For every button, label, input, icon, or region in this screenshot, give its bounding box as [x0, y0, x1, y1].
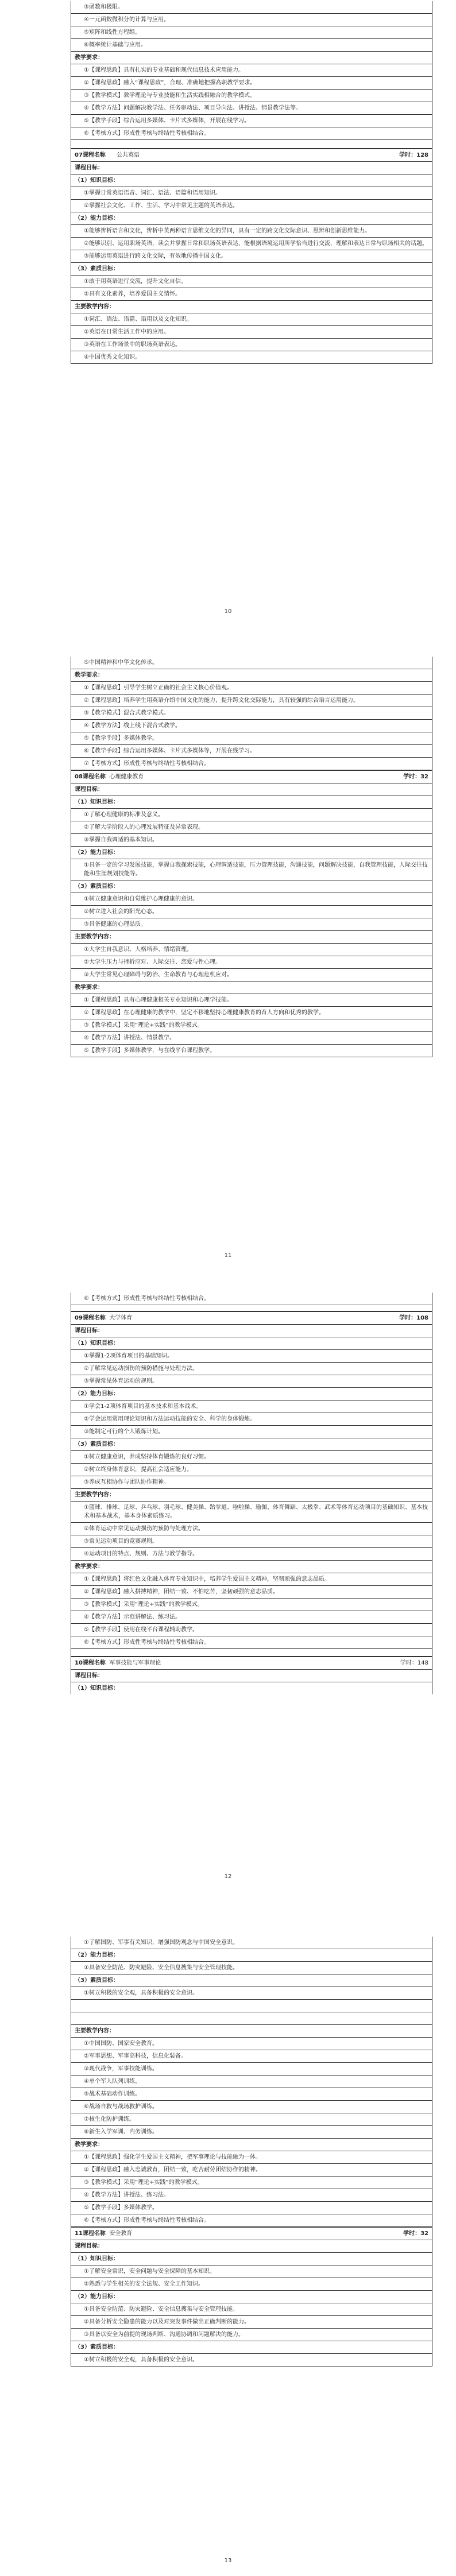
- list-item: ②英语在日常生活工作中的应用。: [71, 326, 432, 339]
- list-item: ③【教学模式】教学理论与专业技能和生活实践相融合的教学模式。: [71, 90, 432, 102]
- list-item: ②具备分析安全隐患的能力以及对突发事件做出正确判断的能力。: [71, 2316, 432, 2329]
- course-number: 09课程名称: [75, 1315, 106, 1321]
- course-name: 安全教育: [109, 2230, 133, 2237]
- list-item: ⑦核生化防护训练。: [71, 2113, 432, 2126]
- list-item: ③具备健康的心理品质。: [71, 918, 432, 931]
- list-item: ②【课程思政】融入拼搏精神，团结一致、不怕吃苦，坚韧顽强的意志品质。: [71, 1586, 432, 1599]
- list-item: ②了解常见运动损伤的预防措施与处理方法。: [71, 1363, 432, 1375]
- list-item: ①【课程思政】引导学生树立正确的社会主义核心价值观。: [71, 682, 432, 695]
- section-label: （3）素质目标：: [71, 1438, 432, 1451]
- list-item: ⑤【教学手段】多媒体教学。: [71, 732, 432, 745]
- list-item: ①树立积极的安全观，具备积极的安全意识。: [71, 2354, 432, 2366]
- list-item: ①具备安全防范、防灾避险、安全信息搜集与安全管理技能。: [71, 2303, 432, 2316]
- hours-label: 学时：: [400, 1660, 418, 1666]
- section-label: 教学要求：: [71, 669, 432, 682]
- list-item: ③【教学模式】采用“理论+实践”的教学模式。: [71, 2177, 432, 2189]
- section-label: 教学要求：: [71, 2139, 432, 2151]
- list-item: ⑤【教学手段】多媒体教学。: [71, 2202, 432, 2214]
- list-item: ②大学生压力与挫折应对、人际交往、恋爱与性心理。: [71, 956, 432, 969]
- hours-label: 学时：: [399, 152, 417, 158]
- list-item: ③现代战争，军事技能训练。: [71, 2063, 432, 2075]
- course-table-page-3: [71, 1293, 432, 1694]
- list-item: ①了解心理健康的标准及意义。: [71, 809, 432, 821]
- course-table-page-4: [71, 1937, 432, 2366]
- course-header: [71, 770, 432, 783]
- section-label: 教学要求：: [71, 981, 432, 994]
- list-item: ②掌握社会文化、工作、生活、学习中常见主题的英语表达。: [71, 200, 432, 212]
- list-item: ④中国优秀文化知识。: [71, 351, 432, 364]
- section-label: （3）素质目标：: [71, 2341, 432, 2354]
- list-item: ①树立健康意识，养成坚持体育锻炼的良好习惯。: [71, 1451, 432, 1464]
- list-item: ④【教学方法】讲授法、练习法。: [71, 2189, 432, 2202]
- course-name: 公共英语: [117, 152, 140, 158]
- list-item: ①【课程思政】将红色文化融入体育专业知识中，培养学生爱国主义精神，坚韧顽强的意志品质。: [71, 1573, 432, 1586]
- list-item: ③养成互相协作与团队协作精神。: [71, 1476, 432, 1489]
- list-item: ⑤【教学手段】多媒体教学，与在线平台课程教学。: [71, 1045, 432, 1057]
- section-label: 主要教学内容：: [71, 931, 432, 944]
- list-item: ②体育运动中常见运动损伤的预防与处理方法。: [71, 1523, 432, 1535]
- list-item: ④【教学方法】示范讲解法、练习法。: [71, 1611, 432, 1624]
- section-label: （1）知识目标：: [71, 796, 432, 809]
- section-label: 主要教学内容：: [71, 301, 432, 313]
- course-name: 心理健康教育: [109, 774, 144, 780]
- list-item: ②军事思想、军事高科技，信息化装备。: [71, 2050, 432, 2063]
- hours-label: 学时：: [403, 2230, 421, 2237]
- course-number: 10课程名称: [75, 1660, 106, 1666]
- list-item: ③掌握自我调适的基本知识。: [71, 834, 432, 847]
- section-label: 主要教学内容：: [71, 1489, 432, 1502]
- section-label: 教学要求：: [71, 1561, 432, 1573]
- course-name: 大学体育: [109, 1315, 133, 1321]
- page-number: 10: [224, 608, 232, 615]
- section-label: （2）能力目标：: [71, 2291, 432, 2303]
- list-item: ⑤中国精神和中华文化传承。: [71, 657, 432, 669]
- course-number: 07课程名称: [75, 152, 106, 158]
- list-item: ①【课程思政】具有扎实的专业基础和现代信息技术应用能力。: [71, 64, 432, 77]
- course-number: 08课程名称: [75, 774, 106, 780]
- list-item: ①篮球、排球、足球、乒乓球、羽毛球、健美操、跆拳道、啦啦操、瑜伽、体育舞蹈、太极拳、武术等体育运动项目的基础知识、基本技术和基本战术，基本身体素质练习。: [71, 1502, 432, 1523]
- list-item: ③【教学模式】混合式教学模式。: [71, 707, 432, 720]
- list-item: ①掌握日常英语语音、词汇、语法、语篇和语用知识。: [71, 187, 432, 200]
- hours-value: 108: [416, 1315, 428, 1321]
- list-item: ⑥战场自救与战场救护训练。: [71, 2101, 432, 2113]
- list-item: ②【课程思政】在心理健康的教学中，坚定不移地坚持心理健康教育的育人方向和优秀的教学。: [71, 1007, 432, 1019]
- list-item: ①学会1-2项体育项目的基本技术和基本战术。: [71, 1400, 432, 1413]
- section-label: （2）能力目标：: [71, 212, 432, 225]
- list-item: ③【教学模式】采用“理论+实践”的教学模式。: [71, 1599, 432, 1611]
- section-label: 教学要求：: [71, 52, 432, 64]
- list-item: ①具备一定的学习发展技能，掌握自我探索技能，心理调适技能，压力管理技能，沟通技能，问题解决技能，自我管理技能，人际交往技能和生涯规划技能等。: [71, 859, 432, 880]
- list-item: ⑤【教学手段】使用在线平台课程辅助教学。: [71, 1624, 432, 1636]
- list-item: ④运动项目的特点、规则、方法与教学指导。: [71, 1548, 432, 1561]
- list-item: ⑥【考核方式】形成性考核与终结性考核相结合。: [71, 1293, 432, 1305]
- list-item: ①中国国防、国家安全教育。: [71, 2038, 432, 2050]
- list-item: ①敢于用英语进行交流，提升文化自信。: [71, 276, 432, 288]
- list-item: ②【课程思政】融入忠诚教育，团结一致，吃苦耐劳团结协作的精神。: [71, 2164, 432, 2177]
- course-name: 军事技能与军事理论: [109, 1660, 161, 1666]
- course-header: [71, 1312, 432, 1325]
- list-item: ③具备以安全为前提的现场判断、沟通协调和问题解决的能力。: [71, 2329, 432, 2341]
- list-item: ⑥【教学手段】综合运用多媒体、卡片式多媒体等，开展在线学习。: [71, 745, 432, 758]
- section-label: （1）知识目标：: [71, 1337, 432, 1350]
- list-item: ②熟悉与学生相关的安全法规、安全工作知识。: [71, 2278, 432, 2291]
- page-number: 12: [224, 1873, 232, 1880]
- list-item: ①掌握1-2项体育项目的基础知识。: [71, 1350, 432, 1363]
- list-item: ⑧新生入学军训、内务训练。: [71, 2126, 432, 2139]
- section-label: （1）知识目标：: [75, 1685, 119, 1692]
- list-item: ②【课程思政】融入“课程思政”，合理、准确地把握高职教学要求。: [71, 77, 432, 90]
- list-item: ③能制定可行的个人锻炼计划。: [71, 1426, 432, 1438]
- list-item: ⑤矩阵和线性方程组。: [71, 26, 432, 39]
- list-item: ①词汇、语法、语篇、语用以及文化知识。: [71, 313, 432, 326]
- list-item: ⑥【考核方式】形成性考核与终结性考核相结合。: [71, 127, 432, 140]
- list-item: ②学会运用常用理论知识和方法运动技能的安全、科学的身体锻炼。: [71, 1413, 432, 1426]
- section-label: （3）素质目标：: [71, 1974, 432, 1987]
- section-label: 主要教学内容：: [71, 2025, 432, 2038]
- list-item: ④单个军人队列训练。: [71, 2075, 432, 2088]
- list-item: ②【课程思政】培养学生用英语介绍中国文化的能力，提升跨文化交际能力，具有较强的综合语言运用能力。: [71, 695, 432, 707]
- list-item: ⑤【教学手段】综合运用多媒体、卡片式多媒体，开展在线学习。: [71, 115, 432, 127]
- hours-value: 32: [420, 2230, 428, 2237]
- hours-value: 128: [416, 152, 428, 158]
- section-label: （1）知识目标：: [71, 174, 432, 187]
- list-item: ⑦【考核方式】形成性考核与终结性考核相结合。: [71, 758, 432, 770]
- list-item: ④【教学方法】线上线下混合式教学。: [71, 720, 432, 732]
- list-item: [71, 2012, 432, 2025]
- list-item: ②能够识别、运用职场英语，读会并掌握日常和职场英语表达，能根据语境运用所学恰当进行交流，理解和表达日常与职场相关的话题。: [71, 238, 432, 250]
- list-item: ③掌握常见体育运动的规则。: [71, 1375, 432, 1388]
- page-number: 11: [224, 1252, 232, 1259]
- hours-value: 32: [420, 774, 428, 780]
- section-label: （3）素质目标：: [71, 263, 432, 276]
- section-label: （3）素质目标：: [71, 880, 432, 893]
- list-item: ②树立进入社会的阳光心态。: [71, 906, 432, 918]
- list-item: ①了解国防、军事有关知识，增强国防观念与中国安全意识。: [71, 1937, 432, 1949]
- list-item: ③英语在工作场景中的职场英语表达。: [71, 339, 432, 351]
- list-item: ⑥概率统计基础与应用。: [71, 39, 432, 52]
- list-item: ①了解安全常识，安全问题与安全保障的基本知识。: [71, 2265, 432, 2278]
- list-item: ①【课程思政】具有心理健康相关专业知识和心理学技能。: [71, 994, 432, 1007]
- section-label: 课程目标：: [71, 1325, 432, 1337]
- list-item: ④一元函数微积分的计算与应用。: [71, 14, 432, 26]
- hours-label: 学时：: [399, 1315, 417, 1321]
- list-item: ②具有文化素养，培养爱国主义情怀。: [71, 288, 432, 301]
- section-label: 课程目标：: [71, 162, 432, 174]
- list-item: [71, 2000, 432, 2012]
- list-item: ③常见运动项目的竞赛规则。: [71, 1535, 432, 1548]
- section-label: （2）能力目标：: [71, 847, 432, 859]
- list-item: ②树立终身体育意识，提高社会适应能力。: [71, 1464, 432, 1476]
- section-label: （2）能力目标：: [71, 1949, 432, 1962]
- section-label: 课程目标：: [71, 783, 432, 796]
- list-item: ①能够辨析语言和文化，辨析中英两种语言思维文化的异同，具有一定的跨文化交际意识、思辨和创新思维能力。: [71, 225, 432, 238]
- section-label: 课程目标：: [71, 2240, 432, 2253]
- course-header: [71, 149, 432, 162]
- list-item: ①具备安全防范、防灾避险、安全信息搜集与安全管理技能。: [71, 1962, 432, 1974]
- page-number: 13: [224, 2558, 232, 2564]
- list-item: ③大学生常见心理障碍与防治、生命教育与心理危机应对。: [71, 969, 432, 981]
- list-item: ⑥【考核方式】形成性考核与终结性考核相结合。: [71, 2214, 432, 2227]
- list-item: ③【教学模式】采用“理论+实践”的教学模式。: [71, 1019, 432, 1032]
- list-item: ②了解大学阶段人的心理发展特征及异常表现。: [71, 821, 432, 834]
- hours-value: 148: [417, 1660, 428, 1666]
- list-item: ③能够运用英语进行跨文化交际，有效地传播中国文化。: [71, 250, 432, 263]
- list-item: ③函数和极限。: [71, 1, 432, 14]
- list-item: ①树立健康意识和自觉维护心理健康的意识。: [71, 893, 432, 906]
- list-item: ⑥【考核方式】形成性考核与终结性考核相结合。: [71, 1636, 432, 1649]
- section-label: 课程目标：: [71, 1670, 432, 1682]
- list-item: ①【课程思政】强化学生爱国主义精神，把军事理论与技能融为一体。: [71, 2151, 432, 2164]
- section-label: （2）能力目标：: [71, 1388, 432, 1400]
- course-table-page-1: [71, 1, 432, 364]
- course-header: [71, 2227, 432, 2240]
- course-number: 11课程名称: [75, 2230, 106, 2237]
- course-header: [71, 1656, 432, 1670]
- section-label: （1）知识目标：: [71, 2253, 432, 2265]
- list-item: ①大学生自我意识、人格培养、情绪管理。: [71, 944, 432, 956]
- list-item: ④【教学方法】问题解决教学法、任务驱动法、项目导向法、讲授法、情景教学法等。: [71, 102, 432, 115]
- hours-label: 学时：: [403, 774, 421, 780]
- list-item: ④【教学方法】讲授法、情景教学。: [71, 1032, 432, 1045]
- list-item: ⑤战术基础动作训练。: [71, 2088, 432, 2101]
- course-table-page-2: [71, 657, 432, 1057]
- list-item: ①树立积极的安全观，具备积极的安全意识。: [71, 1987, 432, 2000]
